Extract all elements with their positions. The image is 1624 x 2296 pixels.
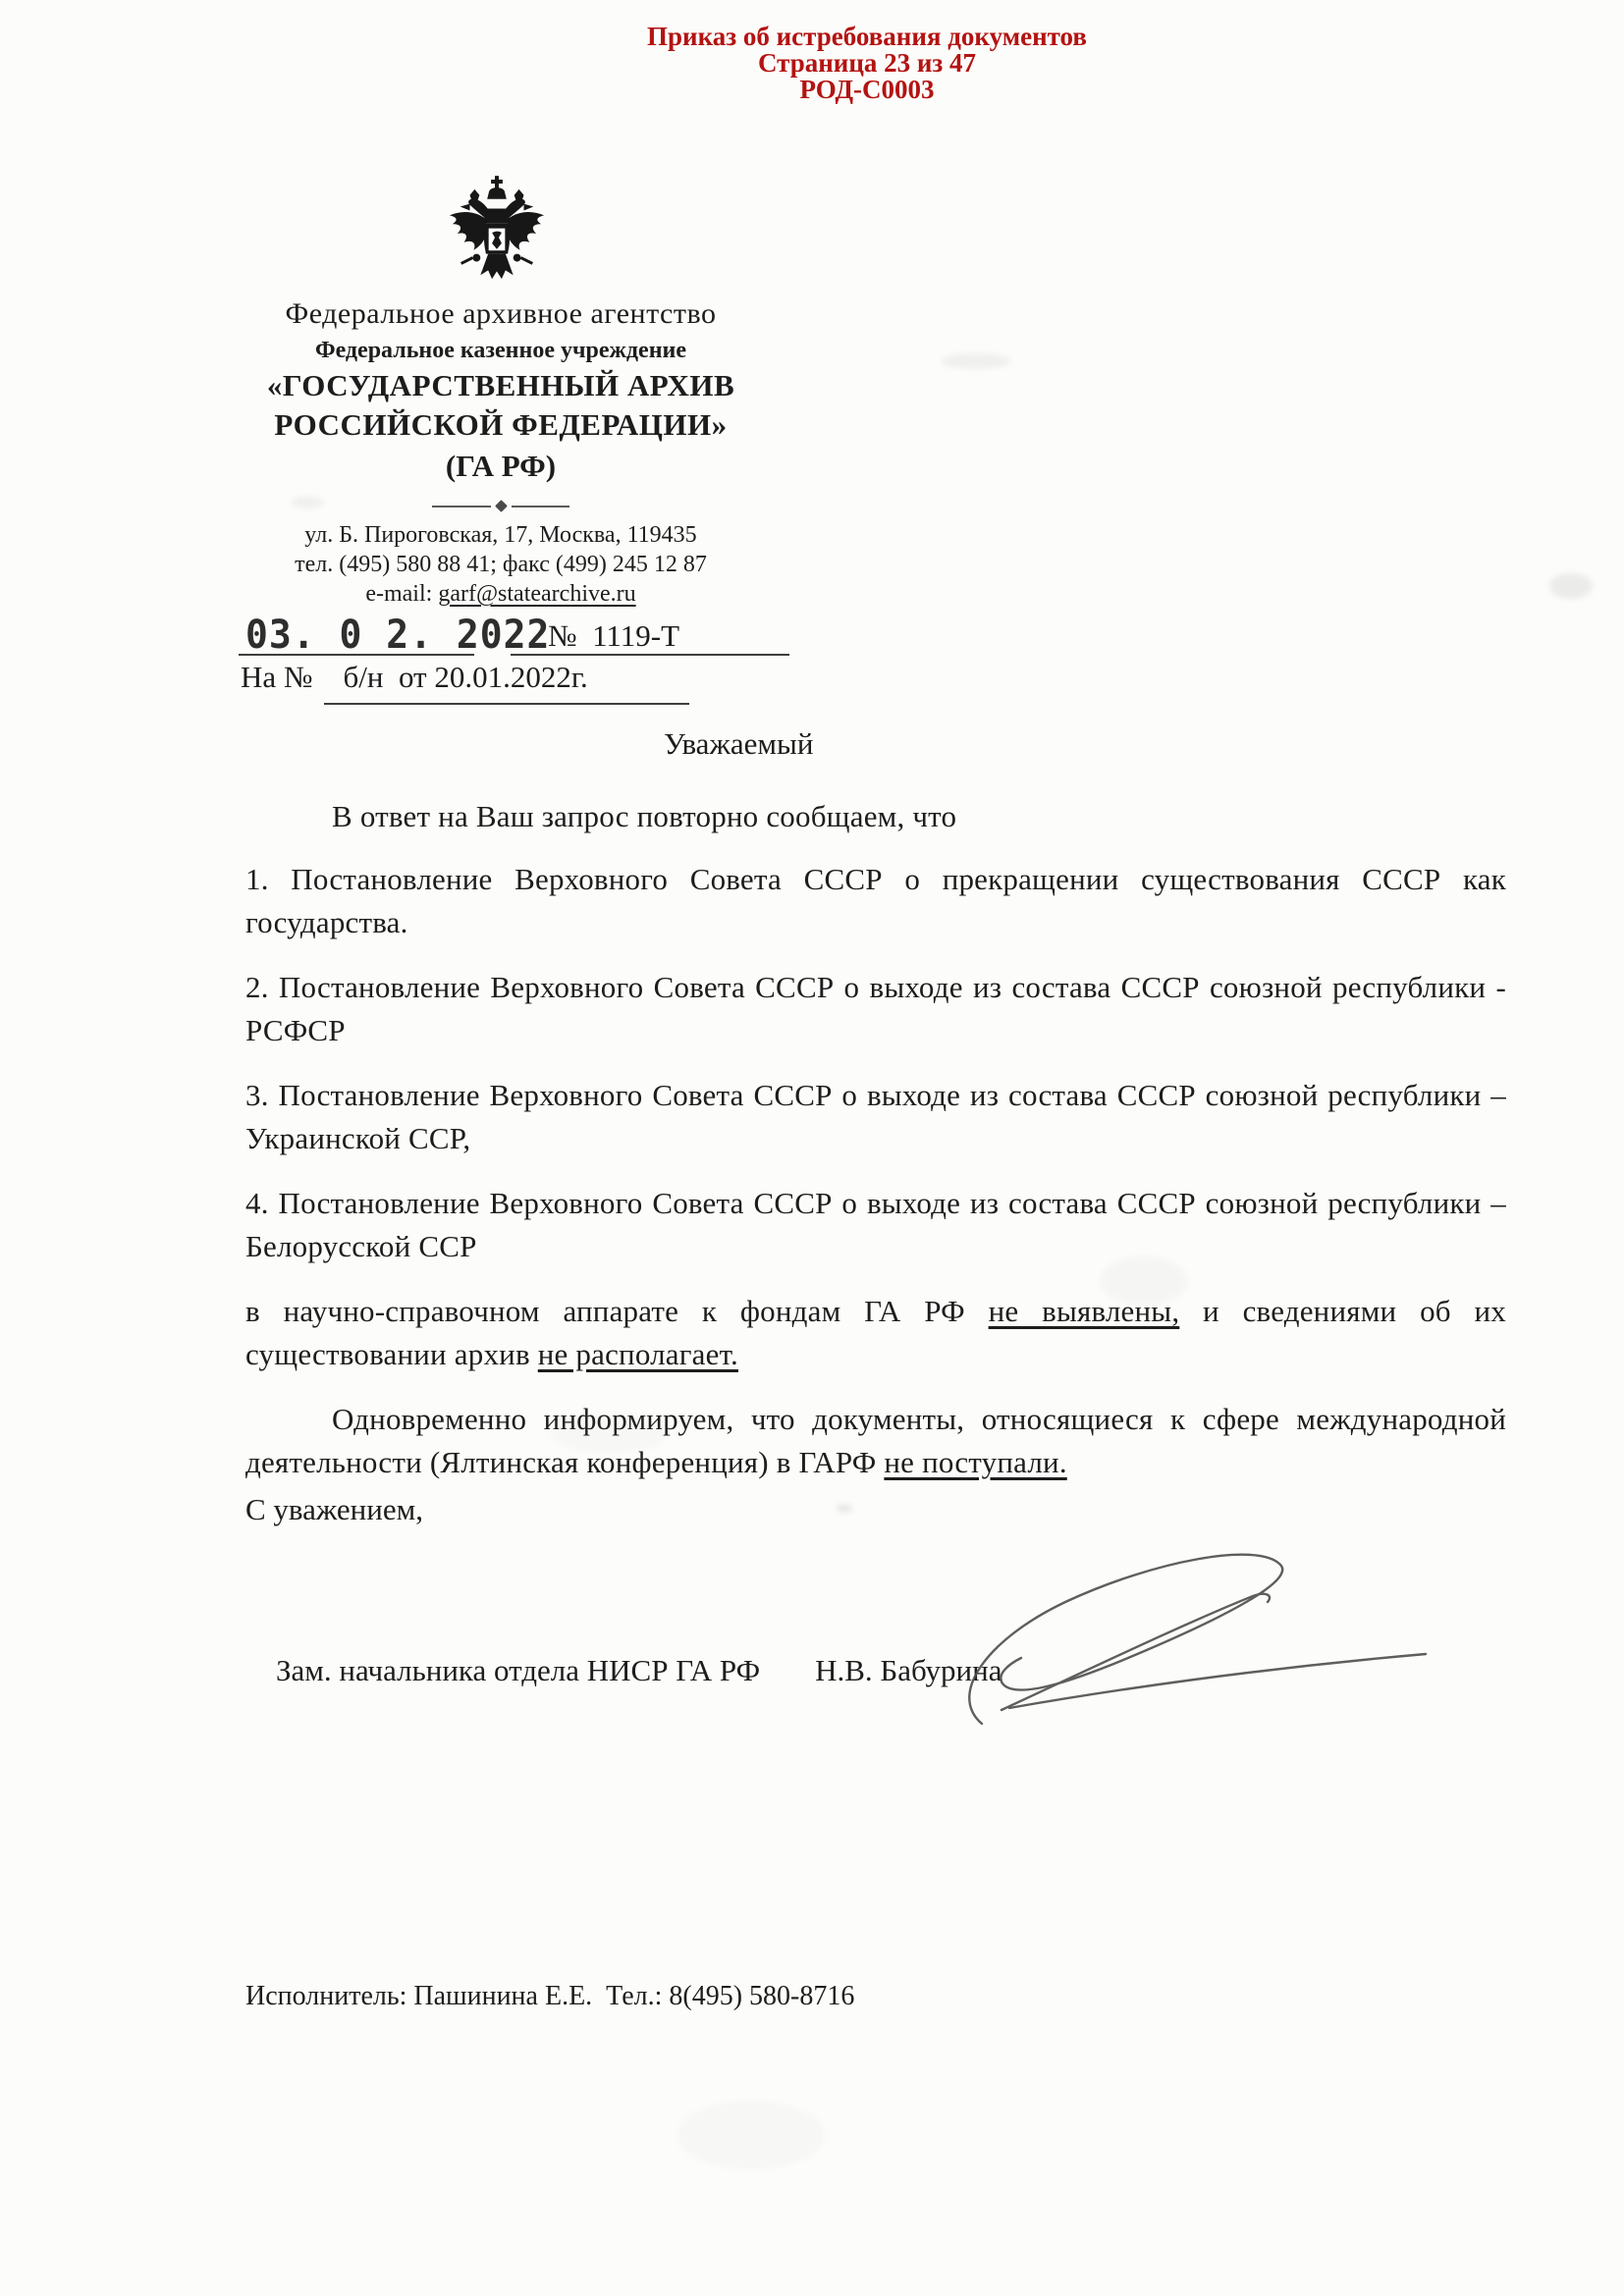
reference-underline <box>324 703 689 705</box>
body-paragraphs <box>245 795 1506 1506</box>
closing-regards: С уважением, <box>245 1492 423 1526</box>
body-paragraph: 3. Постановление Верховного Совета СССР о выходе из состава СССР союзной республики – Украинской ССР, <box>245 1078 1506 1155</box>
divider-line <box>512 506 570 507</box>
divider-line <box>432 506 491 507</box>
body-paragraph: 2. Постановление Верховного Совета СССР о выходе из состава СССР союзной республики - РСФСР <box>245 970 1506 1047</box>
signer-name: Н.В. Бабурина <box>815 1653 1002 1687</box>
body-paragraph: 1. Постановление Верховного Совета СССР о прекращении существования СССР как государства. <box>245 862 1506 939</box>
date-underline <box>239 654 474 656</box>
body-paragraph: В ответ на Ваш запрос повторно сообщаем, что <box>332 799 957 833</box>
scan-artifact <box>677 2101 825 2169</box>
postal-address: ул. Б. Пироговская, 17, Москва, 119435 <box>304 522 697 548</box>
signature-line <box>245 1618 1002 1724</box>
org-name-line1: «ГОСУДАРСТВЕННЫЙ АРХИВ <box>266 368 735 402</box>
signer-position: Зам. начальника отдела НИСР ГА РФ <box>276 1653 761 1687</box>
divider-ornament <box>432 502 569 510</box>
page-indicator: Страница 23 из 47 <box>757 48 977 78</box>
page-header <box>0 24 1624 103</box>
executor-info: Исполнитель: Пашинина Е.Е. Тел.: 8(495) 580-8716 <box>245 1981 855 2011</box>
scan-artifact <box>291 497 324 508</box>
email-address: garf@statearchive.ru <box>438 581 636 607</box>
scan-artifact <box>1100 1256 1188 1306</box>
document-title: Приказ об истребования документов <box>647 22 1087 51</box>
phone-fax: тел. (495) 580 88 41; факс (499) 245 12 87 <box>295 552 707 577</box>
scan-artifact <box>550 1414 668 1453</box>
org-type: Федеральное казенное учреждение <box>314 338 687 363</box>
email-label: e-mail: <box>365 581 439 607</box>
agency-name: Федеральное архивное агентство <box>285 297 717 330</box>
body-paragraph: в научно-справочном аппарате к фондам ГА РФ не выявлены, и сведениями об их существовании архив не располагает. <box>245 1294 1506 1371</box>
document-code: РОД-С0003 <box>799 75 935 104</box>
email-line <box>224 579 778 609</box>
scan-artifact <box>941 353 1011 369</box>
scan-artifact <box>837 1504 852 1513</box>
body-paragraph: Одновременно информируем, что документы, относящиеся к сфере международной деятельности (Ялтинская конференция) в ГАРФ не поступали. <box>245 1402 1506 1479</box>
outgoing-number <box>548 618 679 654</box>
number-sign: № <box>548 618 577 653</box>
number-underline <box>511 654 789 656</box>
date-stamp: 03. 0 2. 2022 <box>245 611 551 658</box>
org-name-line2: РОССИЙСКОЙ ФЕДЕРАЦИИ» <box>274 407 728 442</box>
org-abbreviation: (ГА РФ) <box>445 449 557 483</box>
diamond-icon <box>495 500 508 512</box>
reference-line: На № б/н от 20.01.2022г. <box>241 660 588 694</box>
handwritten-signature <box>933 1539 1443 1765</box>
scan-artifact <box>1549 573 1593 599</box>
salutation: Уважаемый <box>664 726 814 761</box>
letterhead <box>224 296 778 609</box>
coat-of-arms-icon <box>444 173 550 298</box>
body-paragraph: 4. Постановление Верховного Совета СССР о выходе из состава СССР союзной республики – Белорусской ССР <box>245 1186 1506 1263</box>
number-value: 1119-Т <box>576 618 680 653</box>
